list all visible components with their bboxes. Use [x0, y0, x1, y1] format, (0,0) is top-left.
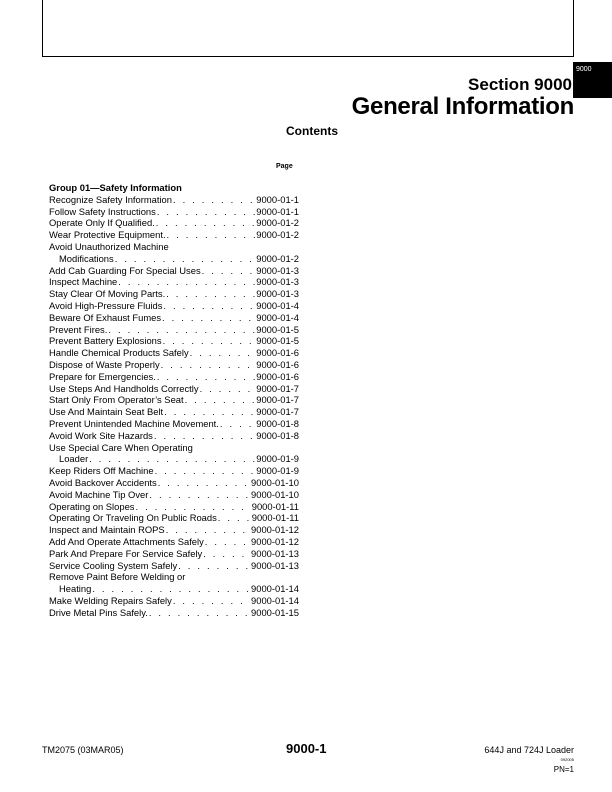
toc-entry-title: Avoid Backover Accidents	[49, 476, 157, 488]
toc-entry-page: 9000-01-9	[256, 453, 299, 465]
toc-leader-dots	[115, 253, 256, 265]
toc-entry-page: 9000-01-1	[256, 193, 299, 205]
toc-entry-title: Service Cooling System Safely	[49, 559, 178, 571]
toc-entry-title: Recognize Safety Information	[49, 193, 172, 205]
toc-entry-page: 9000-01-9	[256, 465, 299, 477]
toc-leader-dots	[149, 607, 250, 619]
footer-model: 644J and 724J Loader	[484, 745, 574, 755]
toc-entry-page: 9000-01-7	[256, 382, 299, 394]
toc-leader-dots	[135, 501, 250, 513]
toc-entry-title: Prevent Fires.	[49, 323, 108, 335]
toc-entry-page: 9000-01-14	[251, 583, 299, 595]
toc-entry-title: Use Special Care When Operating	[49, 441, 193, 453]
toc-entry-page: 9000-01-3	[256, 276, 299, 288]
toc-leader-dots	[173, 194, 255, 206]
toc-entry-page: 9000-01-8	[256, 417, 299, 429]
toc-leader-dots	[166, 524, 250, 536]
toc-entry-page: 9000-01-2	[256, 252, 299, 264]
toc-entry[interactable]	[49, 548, 299, 560]
toc-entry[interactable]	[49, 347, 299, 359]
toc-leader-dots	[163, 335, 256, 347]
toc-entry-page: 9000-01-6	[256, 347, 299, 359]
toc-entry-title: Avoid High-Pressure Fluids	[49, 299, 163, 311]
toc-entry-page: 9000-01-8	[256, 429, 299, 441]
toc-entry[interactable]	[49, 241, 299, 265]
toc-entry-title: Park And Prepare For Service Safely	[49, 547, 203, 559]
toc-entry-title: Operating Or Traveling On Public Roads	[49, 512, 217, 524]
toc-entry[interactable]	[49, 418, 299, 430]
toc-entry-title: Add Cab Guarding For Special Uses	[49, 264, 201, 276]
toc-entry-page: 9000-01-2	[256, 229, 299, 241]
toc-entry[interactable]	[49, 477, 299, 489]
toc-entry[interactable]	[49, 371, 299, 383]
toc-entry[interactable]	[49, 300, 299, 312]
toc-entry[interactable]	[49, 489, 299, 501]
toc-entry-title: Operating on Slopes	[49, 500, 135, 512]
toc-entry[interactable]	[49, 312, 299, 324]
toc-entry[interactable]	[49, 359, 299, 371]
toc-leader-dots	[118, 276, 255, 288]
footer-pn: PN=1	[553, 765, 574, 774]
toc-entry[interactable]	[49, 194, 299, 206]
toc-entry-title: Beware Of Exhaust Fumes	[49, 311, 162, 323]
toc-entry-page: 9000-01-3	[256, 288, 299, 300]
crop-mark-right	[573, 0, 574, 56]
toc-leader-dots	[200, 383, 256, 395]
toc-entry[interactable]	[49, 276, 299, 288]
group-heading: Group 01—Safety Information	[49, 182, 182, 193]
toc-entry-title: Inspect and Maintain ROPS	[49, 524, 165, 536]
toc-leader-dots	[185, 394, 256, 406]
toc-leader-dots	[220, 418, 255, 430]
toc-entry-page: 9000-01-11	[251, 512, 299, 524]
toc-entry[interactable]	[49, 465, 299, 477]
toc-entry-title: Keep Riders Off Machine	[49, 465, 154, 477]
footer-doc-id: TM2075 (03MAR05)	[42, 745, 124, 755]
toc-entry-page: 9000-01-13	[251, 547, 299, 559]
toc-entry-title: Use Steps And Handholds Correctly	[49, 382, 199, 394]
toc-leader-dots	[161, 359, 256, 371]
toc-entry-title: Avoid Work Site Hazards	[49, 429, 153, 441]
toc-leader-dots	[156, 217, 255, 229]
toc-entry-page: 9000-01-5	[256, 323, 299, 335]
section-title: General Information	[351, 93, 574, 120]
toc-leader-dots	[178, 560, 250, 572]
toc-entry-title-cont: Modifications	[59, 252, 114, 264]
toc-entry-page: 9000-01-2	[256, 217, 299, 229]
toc-entry-page: 9000-01-6	[256, 370, 299, 382]
toc-entry-page: 9000-01-13	[251, 559, 299, 571]
toc-entry[interactable]	[49, 229, 299, 241]
toc-entry[interactable]	[49, 217, 299, 229]
toc-entry[interactable]	[49, 430, 299, 442]
toc-entry-title: Inspect Machine	[49, 276, 118, 288]
footer-page-number: 9000-1	[286, 741, 327, 756]
toc-leader-dots	[205, 536, 250, 548]
toc-entry[interactable]	[49, 501, 299, 513]
toc-entry-title: Add And Operate Attachments Safely	[49, 535, 204, 547]
toc-entry[interactable]	[49, 571, 299, 595]
toc-entry[interactable]	[49, 383, 299, 395]
toc-entry-title-cont: Loader	[59, 453, 89, 465]
toc-leader-dots	[154, 430, 255, 442]
toc-entry-title: Start Only From Operator’s Seat	[49, 394, 184, 406]
toc-entry-page: 9000-01-10	[251, 488, 299, 500]
toc-entry-page: 9000-01-5	[256, 335, 299, 347]
toc-entry[interactable]	[49, 536, 299, 548]
toc-entry-title: Avoid Unauthorized Machine	[49, 240, 169, 252]
toc-entry-page: 9000-01-7	[256, 394, 299, 406]
toc-entry-page: 9000-01-10	[251, 476, 299, 488]
toc-entry[interactable]	[49, 206, 299, 218]
toc-entry[interactable]	[49, 265, 299, 277]
toc-entry-title: Wear Protective Equipment.	[49, 229, 166, 241]
toc-entry-page: 9000-01-4	[256, 311, 299, 323]
toc-entry-title: Prevent Battery Explosions	[49, 335, 162, 347]
toc-entry-page: 9000-01-12	[251, 524, 299, 536]
page-column-label: Page	[276, 163, 293, 170]
toc-leader-dots	[203, 548, 250, 560]
toc-entry-title: Remove Paint Before Welding or	[49, 571, 186, 583]
toc-leader-dots	[173, 595, 250, 607]
toc-entry-title: Stay Clear Of Moving Parts.	[49, 288, 166, 300]
section-tab-label: 9000	[576, 66, 592, 73]
section-tab	[573, 62, 612, 98]
toc-leader-dots	[92, 583, 250, 595]
toc-leader-dots	[190, 347, 256, 359]
toc-entry-title-cont: Heating	[59, 583, 92, 595]
toc-entry-title: Drive Metal Pins Safely.	[49, 606, 148, 618]
toc-leader-dots	[89, 453, 255, 465]
crop-mark-bottom	[42, 56, 574, 57]
toc-leader-dots	[166, 288, 255, 300]
toc-entry[interactable]	[49, 595, 299, 607]
toc-entries	[49, 194, 299, 619]
toc-entry[interactable]	[49, 406, 299, 418]
toc-entry-page: 9000-01-14	[251, 594, 299, 606]
toc-entry-page: 9000-01-4	[256, 299, 299, 311]
toc-leader-dots	[218, 512, 251, 524]
toc-entry[interactable]	[49, 394, 299, 406]
toc-entry[interactable]	[49, 324, 299, 336]
toc-leader-dots	[167, 229, 256, 241]
toc-entry-page: 9000-01-6	[256, 358, 299, 370]
footer-code: 092005	[560, 757, 574, 762]
toc-leader-dots	[157, 371, 255, 383]
toc-entry-page: 9000-01-12	[251, 535, 299, 547]
toc-entry-title: Prevent Unintended Machine Movement.	[49, 417, 219, 429]
toc-leader-dots	[162, 312, 255, 324]
toc-entry[interactable]	[49, 607, 299, 619]
toc-entry[interactable]	[49, 442, 299, 466]
toc-leader-dots	[158, 477, 250, 489]
toc-leader-dots	[163, 300, 255, 312]
toc-entry[interactable]	[49, 288, 299, 300]
toc-entry[interactable]	[49, 560, 299, 572]
crop-mark-left	[42, 0, 43, 56]
toc-entry-title: Prepare for Emergencies.	[49, 370, 156, 382]
section-number: Section 9000	[468, 75, 572, 94]
toc-entry-title: Make Welding Repairs Safely	[49, 594, 172, 606]
toc-entry-title: Use And Maintain Seat Belt	[49, 406, 164, 418]
toc-leader-dots	[149, 489, 250, 501]
toc-entry-page: 9000-01-1	[256, 205, 299, 217]
table-of-contents	[49, 182, 299, 618]
toc-leader-dots	[202, 265, 256, 277]
toc-entry-page: 9000-01-11	[251, 500, 299, 512]
toc-entry-page: 9000-01-7	[256, 406, 299, 418]
toc-entry[interactable]	[49, 524, 299, 536]
toc-entry[interactable]	[49, 512, 299, 524]
contents-heading: Contents	[286, 124, 338, 138]
toc-entry-page: 9000-01-3	[256, 264, 299, 276]
toc-entry-title: Dispose of Waste Properly	[49, 358, 160, 370]
toc-leader-dots	[157, 206, 255, 218]
toc-entry-title: Operate Only If Qualified.	[49, 217, 155, 229]
toc-entry-title: Follow Safety Instructions	[49, 205, 156, 217]
toc-leader-dots	[155, 465, 256, 477]
toc-entry-title: Avoid Machine Tip Over	[49, 488, 149, 500]
toc-entry-title: Handle Chemical Products Safely	[49, 347, 189, 359]
toc-leader-dots	[164, 406, 255, 418]
toc-entry[interactable]	[49, 335, 299, 347]
toc-leader-dots	[108, 324, 255, 336]
toc-entry-page: 9000-01-15	[251, 606, 299, 618]
